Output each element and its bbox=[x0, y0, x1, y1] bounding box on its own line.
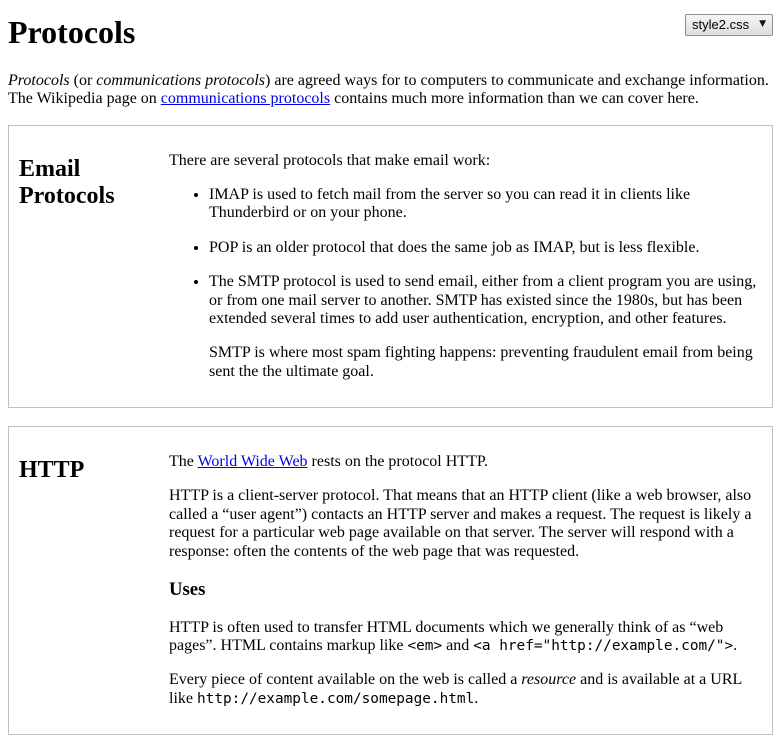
http-text: and bbox=[442, 636, 474, 654]
http-text: rests on the protocol HTTP. bbox=[307, 453, 488, 471]
page-title: Protocols bbox=[8, 14, 136, 50]
list-item-pop: • POP is an older protocol that does the same job as IMAP, but is less flexible. bbox=[209, 239, 762, 257]
http-content bbox=[169, 437, 762, 724]
intro-text: (or bbox=[69, 71, 97, 89]
code-example-url: http://example.com/somepage.html bbox=[197, 690, 475, 707]
intro-paragraph bbox=[8, 72, 773, 109]
style-selector[interactable] bbox=[685, 14, 773, 36]
http-paragraph-4 bbox=[169, 671, 762, 708]
intro-text: ) are agreed ways for to computers to communicate and exchange information. The Wikipedia page on bbox=[8, 71, 769, 108]
http-text: HTTP is often used to transfer HTML documents which we generally think of as “web pages”. HTML contains markup like bbox=[169, 618, 724, 654]
http-text: . bbox=[474, 689, 479, 707]
communications-protocols-link[interactable]: communications protocols bbox=[160, 90, 331, 108]
http-text: . bbox=[733, 636, 738, 654]
http-text: The bbox=[169, 453, 198, 471]
intro-text: contains much more information than we can cover here. bbox=[330, 90, 699, 108]
email-protocols-content bbox=[169, 136, 762, 398]
intro-italic-communications-protocols: communications protocols bbox=[96, 71, 266, 89]
section-email-protocols bbox=[8, 125, 773, 409]
http-paragraph-3 bbox=[169, 619, 762, 656]
intro-italic-protocols: Protocols bbox=[8, 71, 70, 89]
email-protocols-heading-column bbox=[19, 136, 169, 398]
smtp-extra-paragraph: SMTP is where most spam fighting happens: preventing fraudulent email from being sent the the ultimate goal. bbox=[209, 344, 753, 380]
code-a-href-tag: <a href="http://example.com/"> bbox=[473, 637, 734, 654]
section-http bbox=[8, 426, 773, 735]
email-lead-paragraph: There are several protocols that make email work: bbox=[169, 151, 491, 169]
list-item-smtp bbox=[209, 273, 762, 381]
list-item-imap: • IMAP is used to fetch mail from the server so you can read it in clients like Thunderbird or on your phone. bbox=[209, 186, 762, 223]
resource-italic: resource bbox=[521, 671, 577, 689]
http-heading: HTTP bbox=[19, 457, 85, 484]
email-protocol-list bbox=[169, 186, 762, 381]
chevron-down-icon: ▼ bbox=[759, 19, 766, 29]
http-text: and is available at a URL like bbox=[169, 671, 742, 707]
style-select-wrap bbox=[685, 14, 773, 36]
code-em-tag: <em> bbox=[407, 637, 443, 654]
http-text: Every piece of content available on the web is called a bbox=[169, 671, 522, 689]
http-heading-column bbox=[19, 437, 169, 724]
world-wide-web-link[interactable]: World Wide Web bbox=[197, 453, 308, 471]
email-protocols-heading: Email Protocols bbox=[19, 155, 115, 210]
smtp-text: The SMTP protocol is used to send email, either from a client program you are using, or from one mail server to another. SMTP has existed since the 1980s, but has been extended several times to add user authentication, encryption, and other features. bbox=[209, 273, 757, 327]
http-paragraph-1 bbox=[169, 453, 762, 471]
uses-subheading: Uses bbox=[169, 579, 206, 601]
http-paragraph-2: HTTP is a client-server protocol. That means that an HTTP client (like a web browser, also called a “user agent”) contacts an HTTP server and makes a request. The request is likely a request for a particular web page available on that server. The server will respond with a response: often the contents of the web page that was requested. bbox=[169, 487, 752, 560]
